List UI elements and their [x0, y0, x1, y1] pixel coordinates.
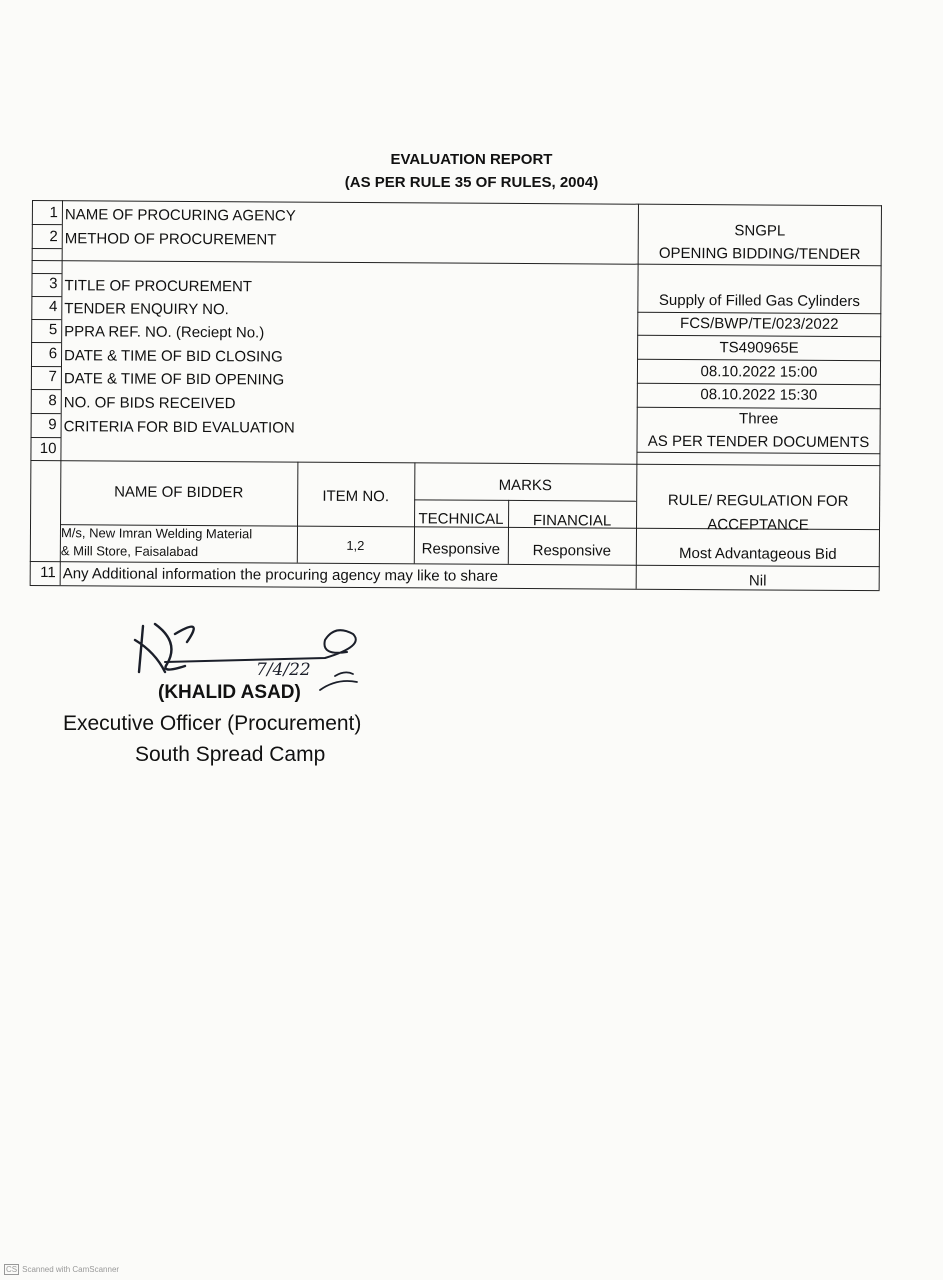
row-number: 9 [48, 416, 57, 434]
camscanner-icon: CS [6, 1265, 18, 1274]
row-label: NO. OF BIDS RECEIVED [63, 394, 236, 413]
report-title: EVALUATION REPORT [390, 151, 553, 168]
row-number: 6 [48, 345, 58, 363]
row-number: 8 [48, 392, 57, 410]
bid-item: 1,2 [346, 537, 365, 554]
rule-column-header: RULE/ REGULATION FOR [667, 491, 849, 510]
row-label: Any Additional information the procuring agency may like to share [62, 565, 499, 585]
row-number: 7 [48, 368, 57, 386]
signatory-location: South Spread Camp [135, 743, 326, 766]
financial-result: Responsive [532, 542, 612, 560]
row-value: 08.10.2022 15:30 [700, 386, 818, 404]
row-label: CRITERIA FOR BID EVALUATION [63, 418, 295, 437]
row-value: 08.10.2022 15:00 [700, 363, 818, 381]
scanner-text: Scanned with CamScanner [22, 1265, 120, 1274]
rule-column-header-line2: ACCEPTANCE [707, 516, 809, 534]
row-value: Three [739, 410, 779, 428]
row-label: METHOD OF PROCUREMENT [64, 230, 277, 249]
row-value: AS PER TENDER DOCUMENTS [647, 432, 870, 452]
row-label: NAME OF PROCURING AGENCY [64, 206, 296, 225]
financial-column-header: FINANCIAL [532, 512, 612, 530]
row-number: 10 [39, 440, 57, 458]
bidder-address: & Mill Store, Faisalabad [60, 543, 199, 560]
row-number: 1 [49, 204, 58, 222]
row-number: 11 [40, 564, 56, 582]
row-value: FCS/BWP/TE/023/2022 [680, 314, 839, 333]
row-value: TS490965E [719, 339, 799, 357]
row-number: 5 [48, 321, 58, 339]
bidder-name: M/s, New Imran Welding Material [60, 525, 253, 542]
row-value: Supply of Filled Gas Cylinders [658, 291, 860, 311]
evaluation-table [30, 200, 882, 600]
row-number: 4 [48, 298, 58, 316]
acceptance-rule: Most Advantageous Bid [678, 544, 837, 563]
scanner-watermark [4, 1264, 119, 1275]
row-number: 2 [49, 228, 58, 246]
signature-date: 7/4/22 [256, 660, 311, 680]
row-label: PPRA REF. NO. (Reciept No.) [64, 323, 265, 342]
row-value: Nil [748, 572, 767, 590]
marks-column-header: MARKS [498, 476, 552, 495]
technical-column-header: TECHNICAL [418, 510, 504, 528]
report-subtitle: (AS PER RULE 35 OF RULES, 2004) [344, 174, 599, 191]
row-label: DATE & TIME OF BID CLOSING [63, 347, 283, 366]
row-label: DATE & TIME OF BID OPENING [63, 370, 285, 389]
signatory-designation: Executive Officer (Procurement) [63, 712, 362, 735]
row-value: OPENING BIDDING/TENDER [658, 244, 861, 264]
row-number: 3 [49, 275, 58, 293]
technical-result: Responsive [421, 540, 501, 558]
row-value: SNGPL [734, 222, 786, 240]
item-column-header: ITEM NO. [322, 487, 390, 506]
row-label: TENDER ENQUIRY NO. [64, 300, 229, 319]
signatory-name: (KHALID ASAD) [158, 682, 301, 703]
bidder-column-header: NAME OF BIDDER [114, 483, 244, 502]
row-label: TITLE OF PROCUREMENT [64, 277, 253, 296]
